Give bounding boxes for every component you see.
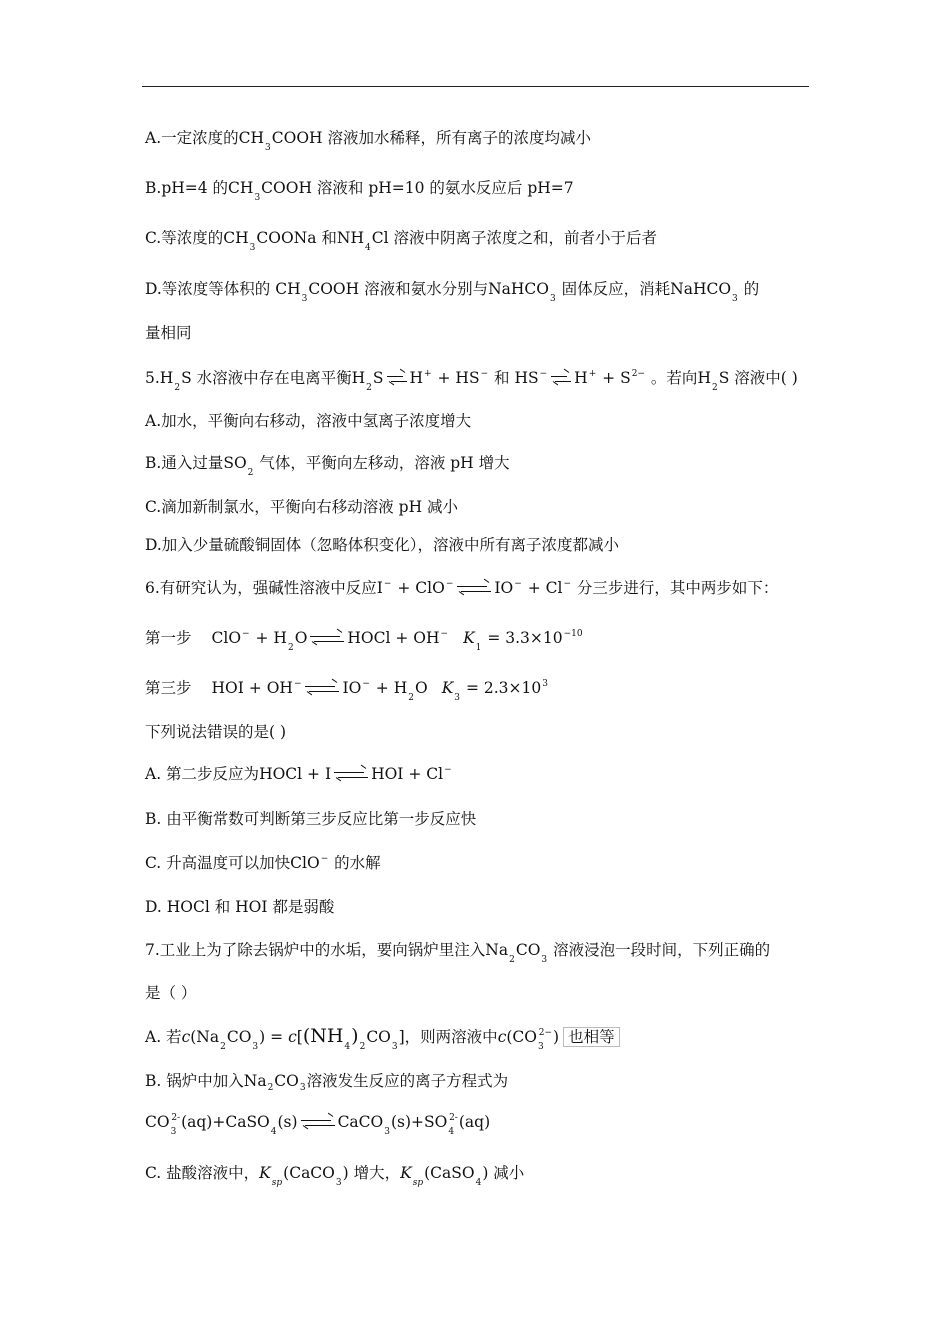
equilibrium-arrow-icon — [310, 633, 344, 645]
equilibrium-arrow-icon — [387, 373, 407, 385]
equilibrium-arrow-icon — [305, 683, 339, 695]
q7-option-a: A. 若$c(Na_2CO_3) = c[(NH_4)_2CO_3]$，则两溶液中$c(CO_3^{2-})$ 也相等 — [145, 1026, 620, 1050]
q6-option-a: A. 第二步反应为HOCl + I HOI + Cl− — [145, 765, 452, 783]
q6-step-3: 第三步 HOI + OH− $IO^- + H_2O$ $K_3 = 2.3\times 10^3$ — [145, 679, 548, 703]
q6-option-b: B. 由平衡常数可判断第三步反应比第一步反应快 — [145, 810, 477, 828]
equilibrium-arrow-icon — [457, 583, 491, 595]
q5-stem: $5.H_2S$ 水溶液中存在电离平衡$H_2S$ H+ + HS− 和 HS− $H^+ + S^{2-}$ 。若向$H_2S$ 溶液中( ) — [145, 369, 798, 393]
q6-ask: 下列说法错误的是( ) — [145, 723, 287, 741]
q4-option-b: B.pH=4 的$CH_3COOH$ 溶液和 pH=10 的氨水反应后 pH=7 — [145, 179, 574, 203]
q7-option-b-equation: $CO_3^{2-}(aq)+CaSO_4(s)$ $CaCO_3(s)+SO_4^{2-}(aq)$ — [145, 1113, 491, 1137]
q6-step-1: 第一步 $ClO^- + H_2O$ HOCl + OH− $K_1 = 3.3\times 10^{-10}$ — [145, 629, 583, 653]
equilibrium-arrow-icon — [334, 769, 368, 781]
header-rule — [142, 86, 809, 87]
q5-option-c: C.滴加新制氯水，平衡向右移动溶液 pH 减小 — [145, 498, 459, 516]
equilibrium-arrow-icon — [551, 373, 571, 385]
q4-option-d: D.等浓度等体积的 $CH_3COOH$ 溶液和氨水分别与NaHCO$_3$ 固体反应，消耗NaHCO$_3$ 的 — [145, 280, 760, 304]
q5-option-a: A.加水，平衡向右移动，溶液中氢离子浓度增大 — [145, 412, 472, 430]
q6-option-c: C. 升高温度可以加快ClO− 的水解 — [145, 854, 381, 872]
q4-option-d-cont: 量相同 — [145, 324, 192, 342]
q7-stem-cont: 是（ ） — [145, 984, 197, 1002]
q7-stem: 7.工业上为了除去锅炉中的水垢，要向锅炉里注入$Na_2CO_3$ 溶液浸泡一段时间，下列正确的 — [145, 941, 771, 965]
q6-option-d: D. HOCl 和 HOI 都是弱酸 — [145, 898, 335, 916]
q5-option-d: D.加入少量硫酸铜固体（忽略体积变化），溶液中所有离子浓度都减小 — [145, 536, 620, 554]
q6-stem: 6.有研究认为，强碱性溶液中反应I− + ClO− IO− + Cl− 分三步进行，其中两步如下： — [145, 579, 779, 597]
q5-option-b: B.通入过量$SO_2$ 气体，平衡向左移动，溶液 pH 增大 — [145, 454, 510, 478]
q4-option-c: C.等浓度的$CH_3COONa$ 和$NH_4Cl$ 溶液中阴离子浓度之和，前者小于后者 — [145, 229, 657, 253]
q7-option-c: C. 盐酸溶液中，$K_{sp}(CaCO_3)$ 增大，$K_{sp}(CaSO_4)$ 减小 — [145, 1164, 525, 1188]
q4-option-a: A.一定浓度的$CH_3COOH$ 溶液加水稀释，所有离子的浓度均减小 — [145, 129, 591, 153]
equilibrium-arrow-icon — [301, 1117, 335, 1129]
q7-option-b: B. 锅炉中加入$Na_2CO_3$溶液发生反应的离子方程式为 — [145, 1072, 509, 1093]
